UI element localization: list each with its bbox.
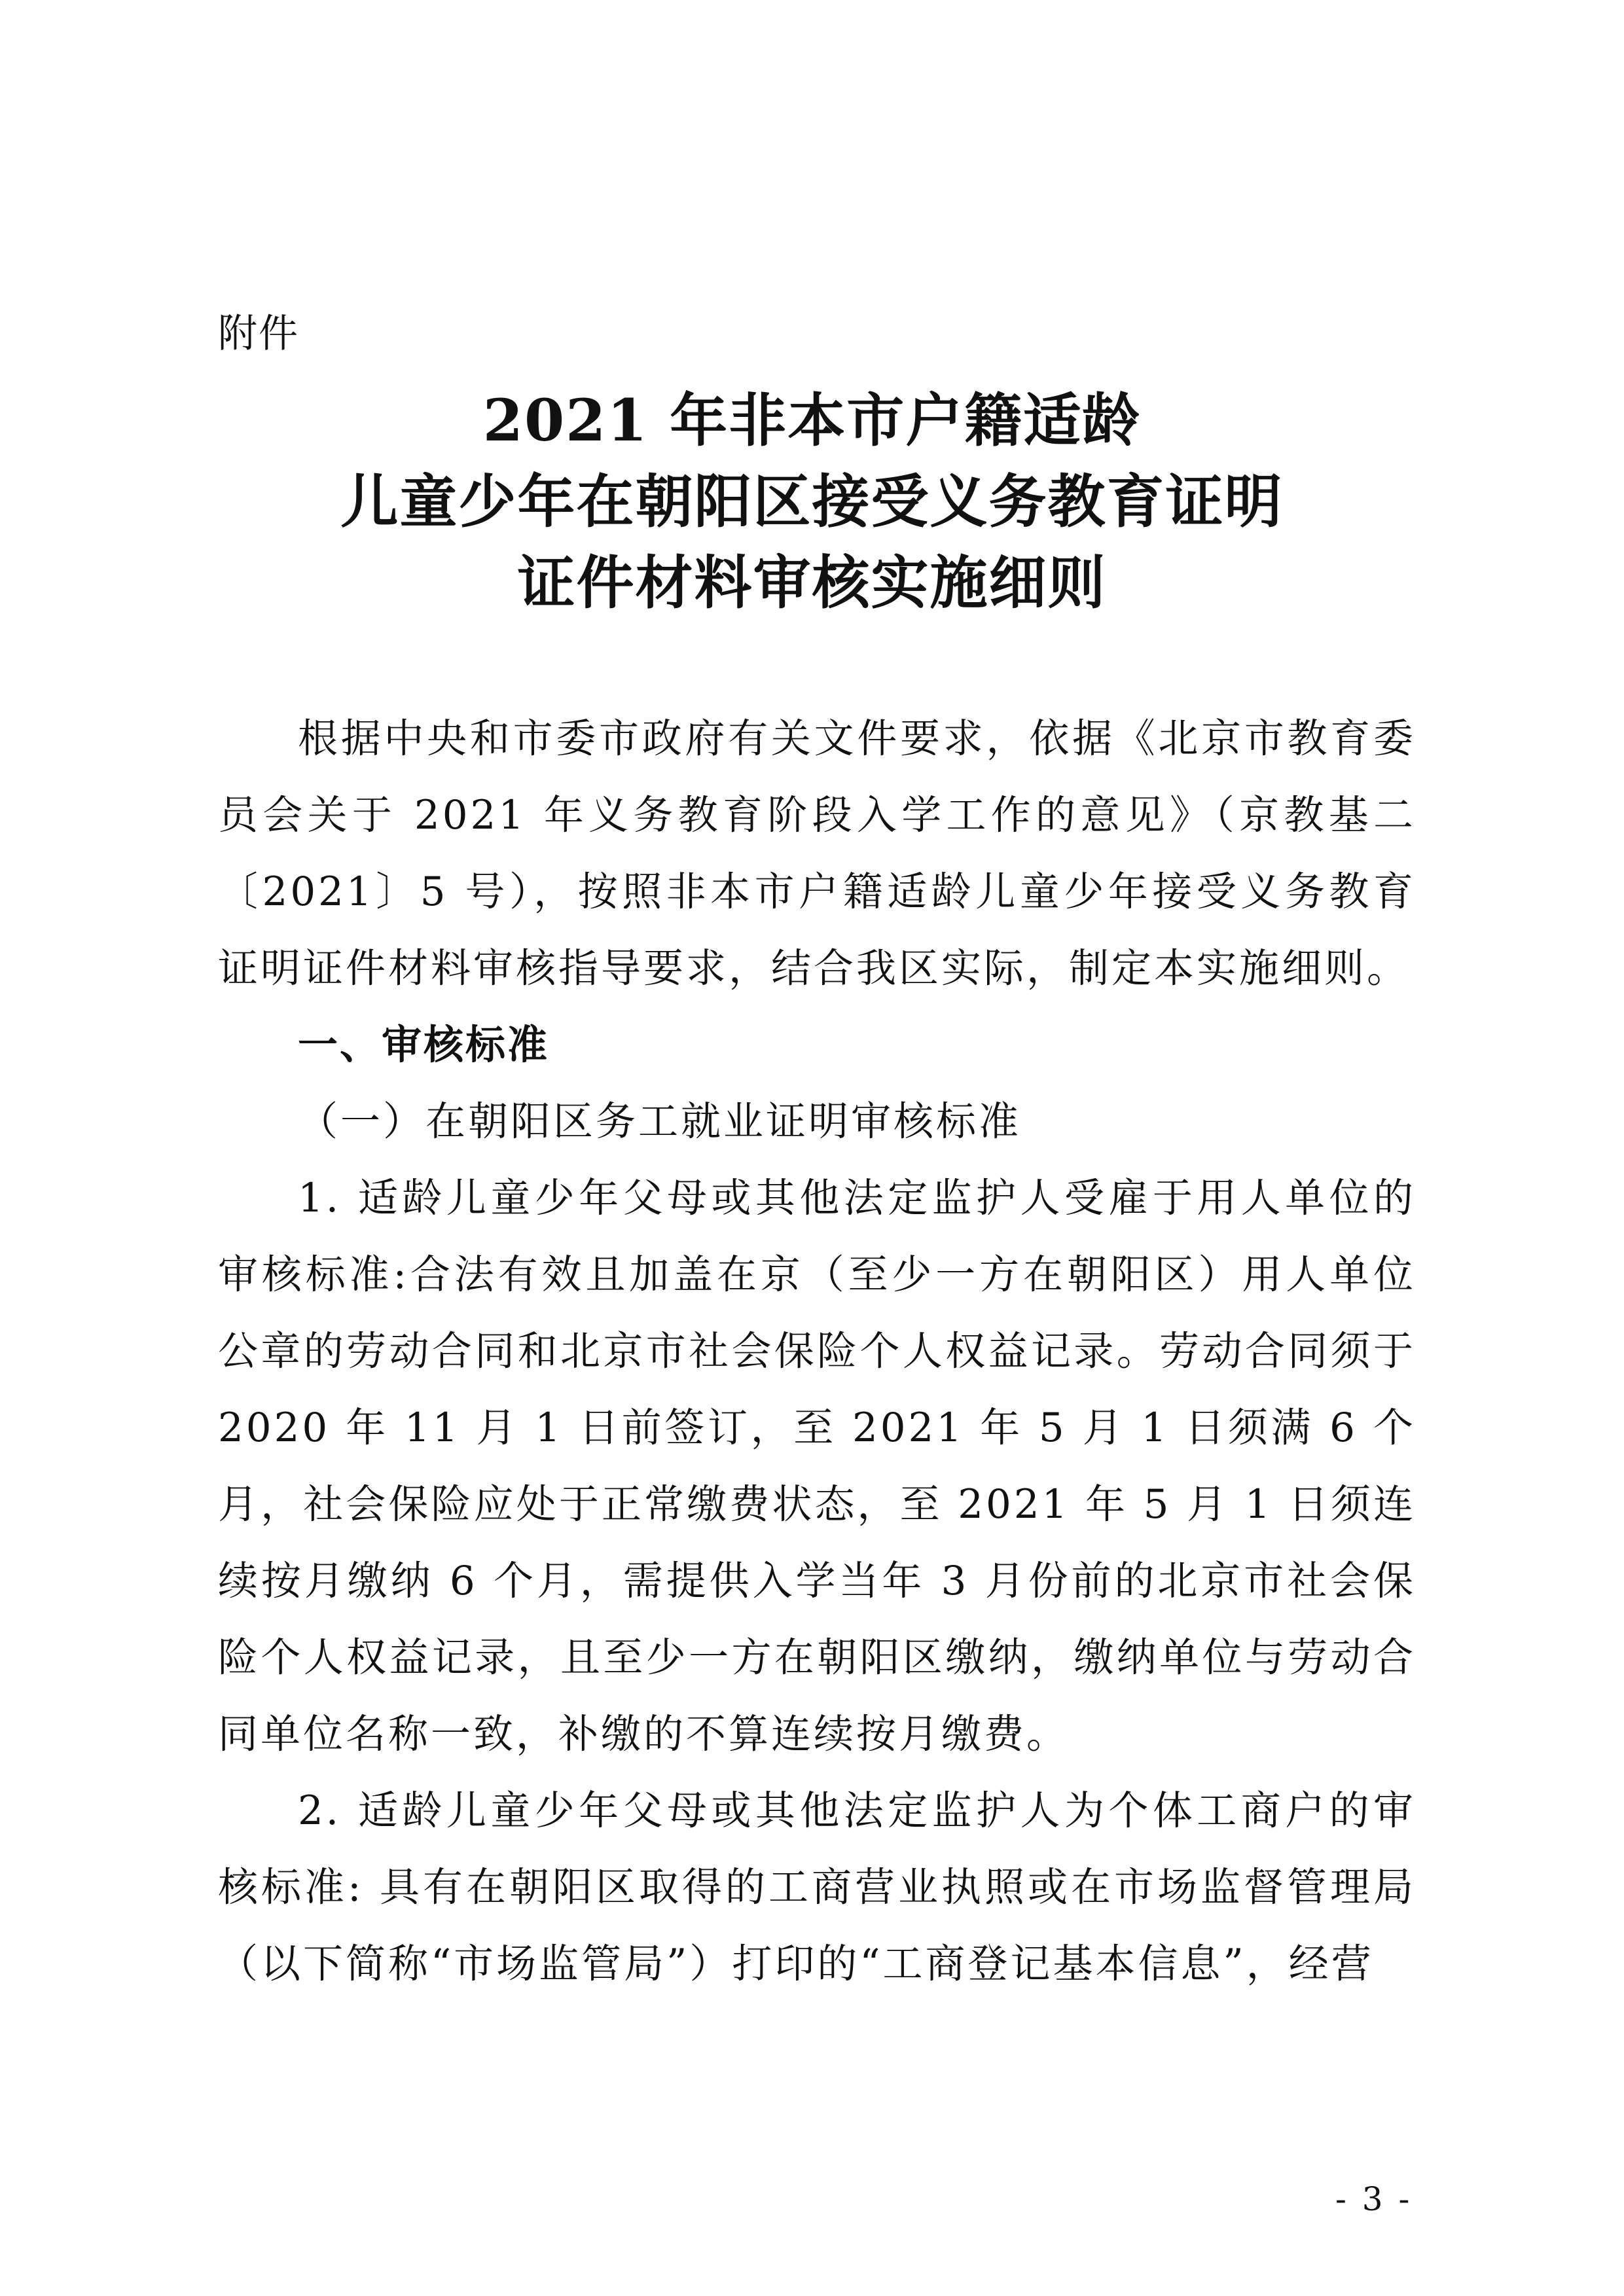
page-number: - 3 - bbox=[1335, 2180, 1413, 2218]
item-2-paragraph: 2. 适龄儿童少年父母或其他法定监护人为个体工商户的审核标准: 具有在朝阳区取得的工商营业执照或在市场监督管理局（以下简称“市场监管局”）打印的“工商登记基本信息”，经营 bbox=[218, 1787, 1416, 1987]
title-line-2: 儿童少年在朝阳区接受义务教育证明 bbox=[340, 467, 1284, 535]
attachment-label: 附件 bbox=[218, 311, 299, 357]
item-1-paragraph: 1. 适龄儿童少年父母或其他法定监护人受雇于用人单位的审核标准:合法有效且加盖在京（至少一方在朝阳区）用人单位公章的劳动合同和北京市社会保险个人权益记录。劳动合同须于 2020 年 11 月 1 日前签订，至 2021 年 5 月 1 日须满 6 个月，社会保险应处于正常缴费状态，至 2021 年 5 月 1 日须连续按月缴纳 6 个月，需提供入学当年 3 月份前的北京市社会保险个人权益记录，且至少一方在朝阳区缴纳，缴纳单位与劳动合同单位名称一致，补缴的不算连续按月缴费。 bbox=[218, 1175, 1416, 1757]
title-line-3: 证件材料审核实施细则 bbox=[517, 548, 1107, 617]
subsection-heading: （一）在朝阳区务工就业证明审核标准 bbox=[298, 1098, 1022, 1145]
document-body bbox=[218, 700, 1416, 2002]
intro-paragraph: 根据中央和市委市政府有关文件要求，依据《北京市教育委员会关于 2021 年义务教育阶段入学工作的意见》（京教基二〔2021〕5 号），按照非本市户籍适龄儿童少年接受义务教育证明证件材料审核指导要求，结合我区实际，制定本实施细则。 bbox=[218, 715, 1416, 992]
document-title bbox=[131, 380, 1493, 623]
section-heading: 一、审核标准 bbox=[298, 1022, 550, 1068]
title-line-1: 2021 年非本市户籍适龄 bbox=[482, 386, 1142, 454]
